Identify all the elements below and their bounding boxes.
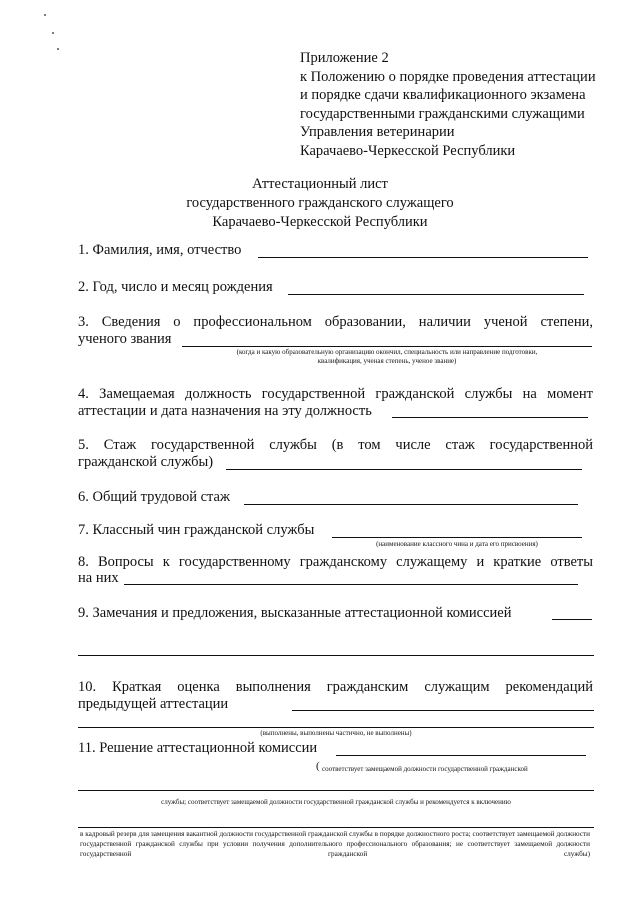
field-class-rank-line[interactable] [332,537,582,538]
field-assessment-label: 10. Краткая оценка выполнения гражданским служащим рекомендаций [78,679,593,695]
appendix-line: Приложение 2 [300,50,389,66]
field-education-label-cont: ученого звания [78,331,172,347]
field-assessment-label-cont: предыдущей аттестации [78,696,229,712]
field-full-name-label: 1. Фамилия, имя, отчество [78,242,242,258]
field-service-length-label-cont: гражданской службы) [78,454,214,470]
scan-speck [44,14,46,16]
document-title [0,175,640,232]
field-birth-date-line[interactable] [288,294,584,295]
scan-speck [52,32,54,34]
field-remarks-line[interactable] [552,619,592,620]
field-service-length-line[interactable] [226,469,582,470]
field-service-length-label: 5. Стаж государственной службы (в том числе стаж государственной [78,437,593,453]
field-questions-label-cont: на них [78,570,119,586]
field-questions-line[interactable] [124,584,578,585]
field-birth-date-label: 2. Год, число и месяц рождения [78,279,273,295]
field-questions-label: 8. Вопросы к государственному гражданскому служащему и краткие ответы [78,554,593,570]
field-decision-footnote: в кадровый резерв для замещения вакантной должности государственной гражданской службы в порядке должностного роста; соответствует замещаемой должности государственной гражданской службы при условии получения дополнительного профессионального образования; не соответствует замещаемой должности государственной гражданской службы) [80,830,590,858]
field-full-name-line[interactable] [258,257,588,258]
field-education-label: 3. Сведения о профессиональном образовании, наличии ученой степени, [78,314,593,330]
field-remarks-label: 9. Замечания и предложения, высказанные аттестационной комиссией [78,605,512,621]
appendix-line: государственными гражданскими служащими [300,105,585,122]
field-decision-line-3[interactable] [78,827,594,828]
field-education-line[interactable] [182,346,592,347]
field-education-hint: (когда и какую образовательную организацию окончил, специальность или направление подготовки, [236,348,538,356]
field-decision-label: 11. Решение аттестационной комиссии [78,740,318,756]
appendix-line: Карачаево-Черкесской Республики [300,142,516,159]
field-decision-line-2[interactable] [78,790,594,791]
field-decision-line[interactable] [336,755,586,756]
field-decision-hint: соответствует замещаемой должности государственной гражданской [322,765,528,773]
field-assessment-hint: (выполнены, выполнены частично, не выполнены) [260,729,412,737]
appendix-line: и порядке сдачи квалификационного экзамена [300,87,586,103]
appendix-line: к Положению о порядке проведения аттестации [300,68,596,85]
field-class-rank-label: 7. Классный чин гражданской службы [78,522,315,538]
field-position-label-cont: аттестации и дата назначения на эту должность [78,403,372,419]
field-decision-hint: службы; соответствует замещаемой должности государственной гражданской службы и рекомендуется к включению [161,798,511,806]
appendix-line: Управления ветеринарии [300,124,455,140]
title-line: государственного гражданского служащего [186,195,454,211]
field-decision-hint-paren: ( [316,760,320,772]
title-line: Аттестационный лист [252,176,388,192]
field-total-experience-line[interactable] [244,504,578,505]
field-remarks-line-2[interactable] [78,655,594,656]
field-assessment-line-2[interactable] [78,727,594,728]
field-class-rank-hint: (наименование классного чина и дата его присвоения) [376,540,538,548]
field-total-experience-label: 6. Общий трудовой стаж [78,489,230,505]
field-education-hint: квалификация, ученая степень, ученое звание) [317,357,457,365]
title-line: Карачаево-Черкесской Республики [212,214,428,230]
field-assessment-line[interactable] [292,710,594,711]
field-position-label: 4. Замещаемая должность государственной гражданской службы на момент [78,386,593,402]
field-position-line[interactable] [392,417,588,418]
appendix-header [300,49,620,160]
scan-speck [57,48,59,50]
